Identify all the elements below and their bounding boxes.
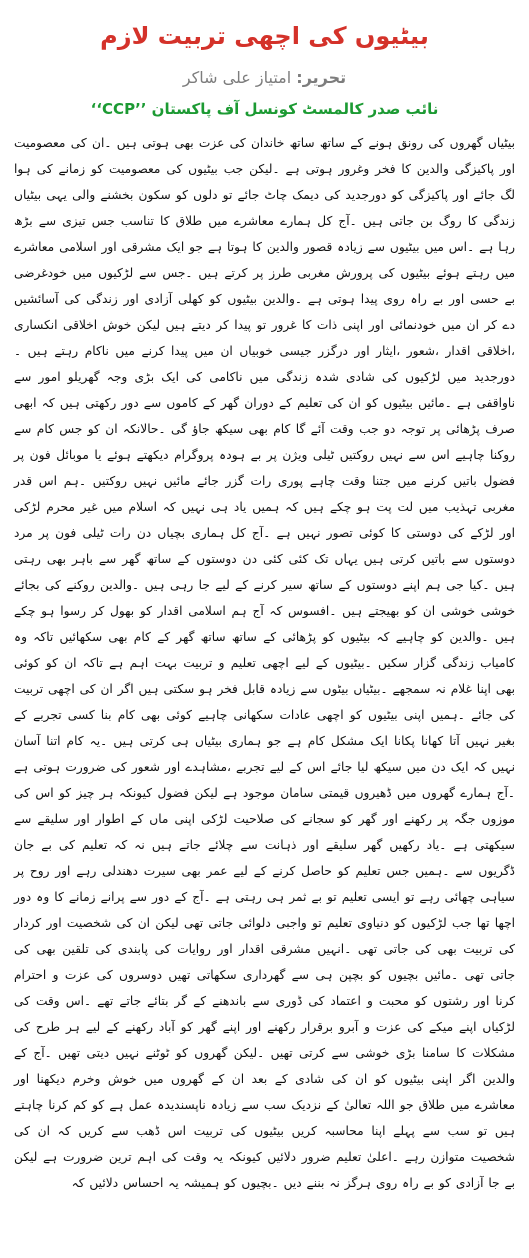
author-designation: نائب صدر کالمسٹ کونسل آف پاکستان ’’CCP‘‘: [90, 100, 439, 118]
author-label: تحریر:: [296, 68, 347, 87]
article-body: بیٹیاں گھروں کی رونق ہونے کے ساتھ ساتھ خاندان کی عزت بھی ہوتی ہیں ۔ان کی معصومیت اور پاکیزگی والدین کا فخر وغرور ہوتی ہے ۔لیکن جب بیٹیوں کی معصومیت کو زمانے کی ہوا لگ جائے اور پاکیزگی کو دورجدید کی دیمک چاٹ جائے تو دلوں کو سکون بخشنے والی یہی بیٹیاں زندگی کا روگ بن جاتی ہیں ۔آج کل ہمارے معاشرے میں طلاق کا تناسب جس تیزی سے بڑھ رہا ہے ۔اس میں بیٹیوں سے زیادہ قصور والدین کا ہوتا ہے جو ایک مشرقی اور اسلامی معاشرے میں رہتے ہوئے بیٹیوں کی پرورش مغربی طرز پر کرتے ہیں ۔جس سے لڑکیوں میں خودغرضی بے حسی اور بے راہ روی پیدا ہوتی ہے ۔والدین بیٹیوں کو کھلی آزادی اور زندگی کی آسائشیں دے کر ان میں خودنمائی اور اپنی ذات کا غرور تو پیدا کر دیتے ہیں لیکن خوش اخلاقی انکساری ،اخلاقی اقدار ،شعور ،ایثار اور درگزر جیسی خوبیاں ان میں پیدا کرنے میں ناکام رہتے ہیں ۔دورجدید میں لڑکیوں کی شادی شدہ زندگی میں ناکامی کی ایک بڑی وجہ گھریلو امور سے ناواقفی ہے ۔مائیں بیٹیوں کو ان کی تعلیم کے دوران گھر کے کاموں سے دور رکھتی ہیں کہ ابھی صرف پڑھائی پر توجہ دو جب وقت آئے گا کام بھی سیکھ جاؤ گی ۔حالانکہ ان کو جس کام سے روکنا چاہیے اس سے نہیں روکتیں ٹیلی ویژن پر بے ہودہ پروگرام دیکھتے ہوئے یا موبائل فون پر فضول باتیں کرنے میں جتنا وقت چاہے پوری رات گزر جائے مائیں نہیں روکتیں ۔ہم اس قدر مغربی تہذیب میں لت پت ہو چکے ہیں کہ ہمیں یاد ہی نہیں کہ اسلام میں غیر محرم لڑکی اور لڑکے کی دوستی کا کوئی تصور نہیں ہے ۔آج کل ہماری بچیاں دن رات ٹیلی فون پر مرد دوستوں سے باتیں کرتی ہیں یہاں تک کئی کئی دن دوستوں کے ساتھ گھر سے باہر بھی رہتی ہیں ۔کیا جی ہم اپنے دوستوں کے ساتھ سیر کرنے کے لیے جا رہی ہیں ۔والدین روکنے کی بجائے خوشی خوشی ان کو بھیجتے ہیں ۔افسوس کہ آج ہم اسلامی اقدار کو بھول کر رسوا ہو چکے ہیں ۔والدین کو چاہیے کہ بیٹیوں کو پڑھائی کے ساتھ ساتھ گھر کے کام بھی سکھائیں تاکہ وہ کامیاب زندگی گزار سکیں ۔بیٹیوں کے لیے اچھی تعلیم و تربیت بہت اہم ہے تاکہ ان کو کوئی بھی اپنا غلام نہ سمجھے ۔بیٹیاں بیٹوں سے زیادہ قابل فخر ہو سکتی ہیں اگر ان کی اچھی تربیت کی جائے ۔ہمیں اپنی بیٹیوں کو اچھی عادات سکھانی چاہیے کوئی بھی کام بنا کسی تجربے کے بغیر نہیں آتا کھانا پکانا ایک مشکل کام ہے جو ہماری بیٹیاں ہی کرتی ہیں ۔یہ کام اتنا آسان نہیں کہ ایک دن میں سیکھ لیا جائے اس کے لیے تجربے ،مشاہدے اور شعور کی ضرورت ہوتی ہے ۔آج ہمارے گھروں میں ڈھیروں قیمتی سامان موجود ہے لیکن فضول کیونکہ ہر چیز کو اس کی موزوں جگہ پر رکھنے اور گھر کو سجانے کی صلاحیت لڑکی اپنی ماں کے اطوار اور سلیقے سے سیکھتی ہے ۔یاد رکھیں گھر سلیقے اور ذہانت سے چلائے جاتے ہیں نہ کہ تعلیم کی بے جان ڈگریوں سے ۔ہمیں جس تعلیم کو حاصل کرنے کے لیے عمر بھی سیرت دھندلی رہے اور روح پر سیاہی چھائی رہے تو ایسی تعلیم تو بے ثمر ہی رہتی ہے ۔آج کے دور سے پرانے زمانے کا وہ دور اچھا تھا جب لڑکیوں کو دنیاوی تعلیم تو واجبی دلوائی جاتی تھی لیکن ان کی شخصیت اور کردار کی تربیت بھی کی جاتی تھی ۔انہیں مشرقی اقدار اور روایات کی پابندی کی تلقین بھی کی جاتی تھی ۔مائیں بچیوں کو بچپن ہی سے گھرداری سکھاتی تھیں دوسروں کی عزت و احترام کرنا اور رشتوں کو محبت و اعتماد کی ڈوری سے باندھنے کے گر بتائے جاتے تھے ۔اس وقت کی لڑکیاں اپنے میکے کی عزت و آبرو برقرار رکھنے اور اپنے گھر کو آباد رکھنے کے لیے ہر طرح کی مشکلات کا سامنا بڑی خوشی سے کرتی تھیں ۔لیکن گھروں کو ٹوٹنے نہیں دیتی تھیں ۔آج کے والدین اگر اپنی بیٹیوں کو ان کی شادی کے بعد ان کے گھروں میں خوش وخرم دیکھنا اور معاشرے میں طلاق جو اللہ تعالیٰ کے نزدیک سب سے زیادہ ناپسندیدہ عمل ہے کو کم کرنا چاہتے ہیں تو سب سے پہلے اپنا محاسبہ کریں بیٹیوں کی تربیت اس ڈھب سے کریں کہ ان کی شخصیت متوازن رہے ۔اعلیٰ تعلیم ضرور دلائیں کیونکہ یہ وقت کی اہم ترین ضرورت ہے لیکن بے جا آزادی کو بے راہ روی ہرگز نہ بننے دیں ۔بچیوں کو ہمیشہ یہ احساس دلائیں کہ: [14, 136, 515, 1190]
article-title: بیٹیوں کی اچھی تربیت لازم: [100, 22, 429, 50]
author-name: امتیاز علی شاکر: [182, 68, 292, 87]
author-line: [14, 66, 515, 90]
